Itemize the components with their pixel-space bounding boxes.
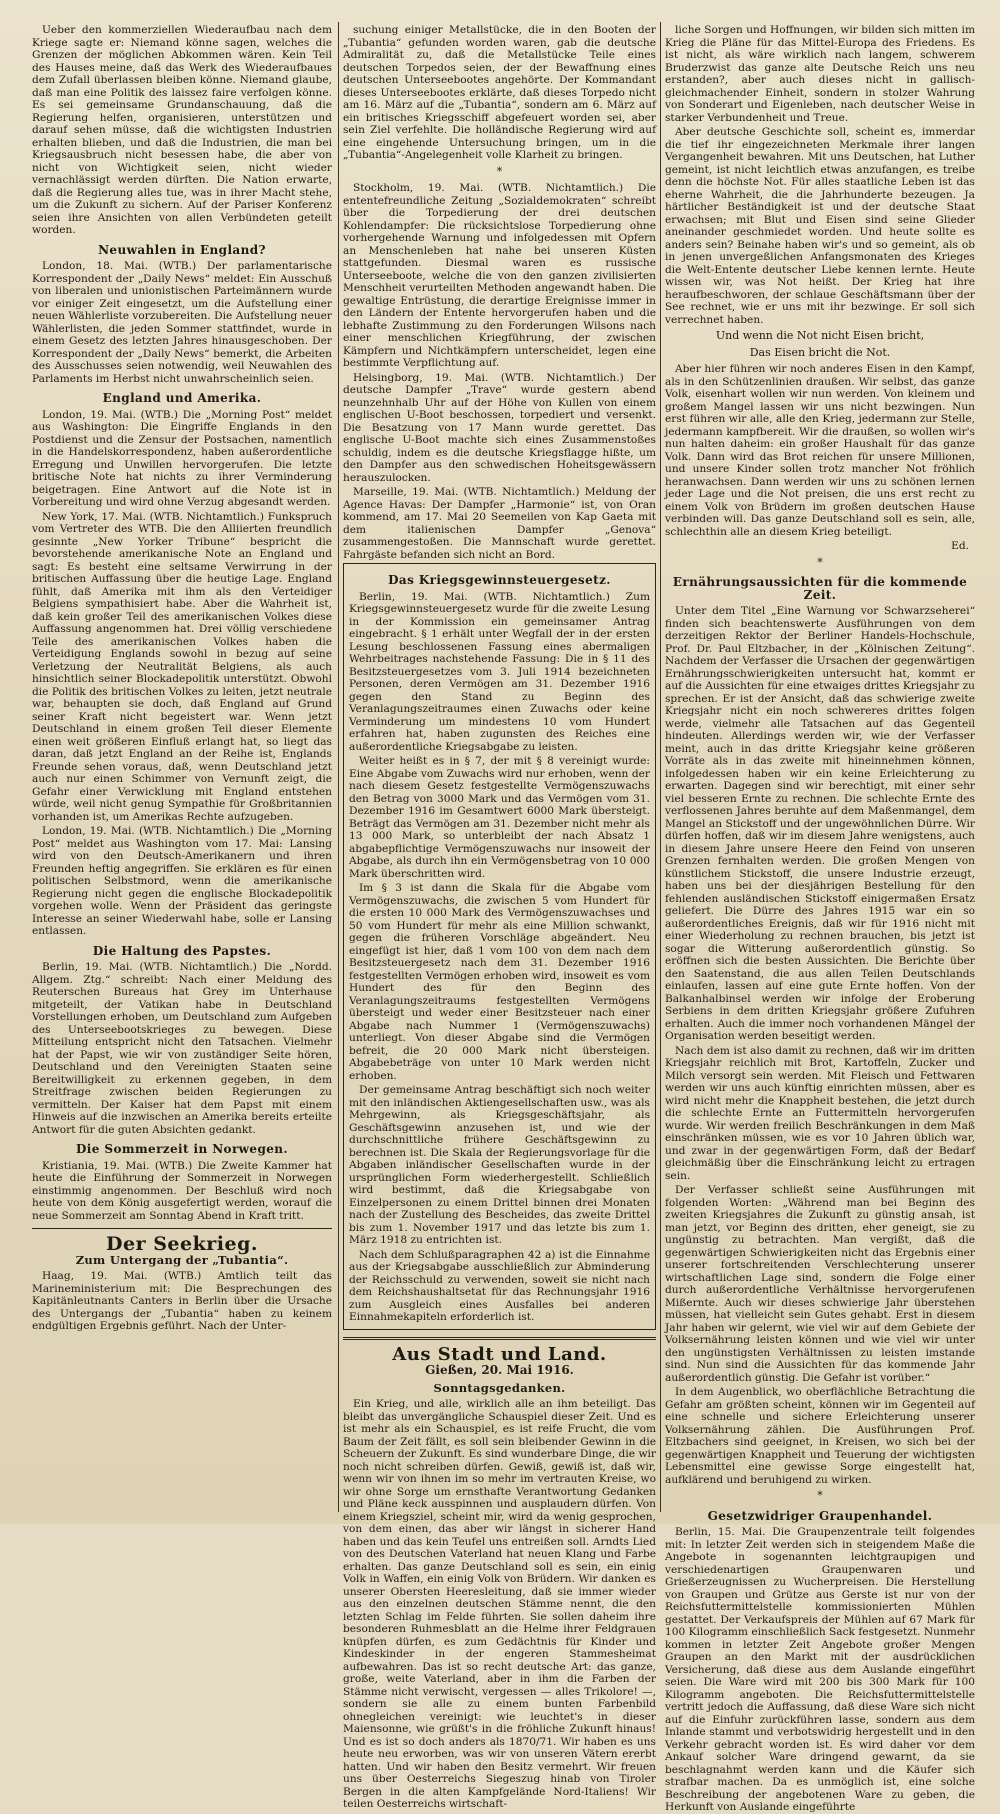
column-1 [32,24,332,1514]
boxed-article [343,563,656,1330]
article-text: liche Sorgen und Hoffnungen, wir bilden sich mitten im Krieg die Pläne für das Mittel-Europa des Friedens. Es ist nicht, als wäre wirklich nach langem, schwerem Bruderzwist das ganze alte Deutsche Reich uns neu erstanden?, aber auch dieses nicht in gallisch-gleichmachender Einheit, sondern in stolzer Wahrung von Sonderart und Eigenleben, nach deutscher Weise in starker Verbundenheit und Treue. [665,24,975,124]
article-headline: Das Kriegsgewinnsteuergesetz. [388,573,611,587]
article-text: New York, 17. Mai. (WTB. Nichtamtlich.) Funkspruch vom Vertreter des WTB. Die den Alliierten freundlich gesinnte „New Yorker Tribune“ bespricht die bevorstehende amerikanische Note an England und sagt: Es besteht eine seltsame Verwirrung in der britischen Auffassung über die heutige Lage. England fühlt, daß Amerika mit ihm als den Verteidiger Belgiens sympathisiert habe. Aber die Wahrheit ist, daß kein großer Teil des amerikanischen Volkes diese Auffassung angenommen hat. Drei völlig verschiedene Teile des amerikanischen Volkes haben die Verteidigung Englands sowohl in bezug auf seine Verletzung der Neutralität Belgiens, als auch hinsichtlich seiner Blockadepolitik unterstützt. Obwohl die Politik des britischen Volkes zu leiten, jetzt neutrale war, behaupten sie doch, daß England auf Grund seiner Kraft nicht begeistert war. Wenn jetzt Deutschland in einem großen Teil dieser Elemente einen weit größeren Einfluß erlangt hat, so liegt das daran, daß jetzt England an der Reihe ist, Englands Freunde sehen voraus, daß, wenn Deutschland jetzt auch nur einen Schimmer von Vernunft zeigt, die Gefahr einer Verwicklung mit England entstehen würde, weil nicht genug Sympathie für Großbritannien vorhanden ist, um Amerikas Rechte aufzugeben. [32,510,332,823]
article-text: London, 18. Mai. (WTB.) Der parlamentarische Korrespondent der „Daily News“ meldet: Ein Ausschuß von liberalen und unionistischen Parteimännern wurde vor einiger Zeit eingesetzt, um die Aufstellung einer neuen Wählerliste vorzubereiten. Die Aufstellung neuer Wählerlisten, die jeden Sommer stattfindet, wurde in einem Gesetz des letzten Jahres hinausgeschoben. Der Korrespondent der „Daily News“ bemerkt, die Arbeiten des Ausschusses seien notwendig, weil Neuwahlen des Parlaments im Herbst nicht unwahrscheinlich seien. [32,260,332,385]
article-text: Helsingborg, 19. Mai. (WTB. Nichtamtlich.) Der deutsche Dampfer „Trave“ wurde gestern abend neunzehnhalb Uhr auf der Höhe von Kullen von einem englischen U-Boot beschossen, torpediert und versenkt. Die Besatzung von 17 Mann wurde gerettet. Das englische U-Boot machte sich eines Zusammenstoßes schuldig, indem es die deutsche Kriegsflagge hißte, um den Dampfer aus den schwedischen Hoheitsgewässern herauszulocken. [343,371,656,484]
article-text: Berlin, 15. Mai. Die Graupenzentrale teilt folgendes mit: In letzter Zeit werden sich in steigendem Maße die Angebote in sogenannten leichtgraupigen und verschiedenartigen Graupenwaren und Grießerzeugnissen zu Wucherpreisen. Die Herstellung von Graupen und Grütze aus Gerste ist nur von der Reichsfuttermittelstelle kommissionierten Mühlen gestattet. Der Verkaufspreis der Mühlen auf 67 Mark für 100 Kilogramm einschließlich Sack festgesetzt. Nunmehr kommen in letzter Zeit Angebote großer Mengen Graupen an den Markt mit der ausdrücklichen Versicherung, daß diese aus dem Auslande eingeführt seien. Die Ware wird mit 200 bis 300 Mark für 100 Kilogramm angeboten. Die Reichsfuttermittelstelle vertritt jedoch die Auffassung, daß diese Ware sich nicht auf die Einfuhr zurückführen lasse, sondern aus dem Inlande stammt und verbotswidrig hergestellt und in den Verkehr gebracht worden ist. Es wird daher vor dem Ankauf solcher Ware dringend gewarnt, da sie beschlagnahmt werden kann und die Käufer sich strafbar machen. Da es unmöglich ist, eine solche Beschreibung der angebotenen Ware zu geben, die Herkunft von Auslande eingeführte [665,1526,975,1813]
article-headline: Ernährungsaussichten für die kommende Zeit. [672,575,968,602]
article-text: Der gemeinsame Antrag beschäftigt sich noch weiter mit den inländischen Aktiengesellschaften usw., was als Mehrgewinn, als Kriegsgeschäftsjahr, als Geschäftsgewinn anzusehen ist, und wie der durchschnittliche frühere Geschäftsgewinn zu berechnen ist. Die Skala der Regierungsvorlage für die Abgaben inländischer Gesellschaften wurde in der ursprünglichen Form wiederhergestellt. Schließlich wird bestimmt, daß die Kriegsabgabe von Einzelpersonen zu einem Drittel binnen drei Monaten nach der Zustellung des Bescheides, das zweite Drittel bis zum 1. November 1917 und das letzte bis zum 1. März 1918 zu entrichten ist. [349,1084,650,1246]
article-text: In dem Augenblick, wo oberflächliche Betrachtung die Gefahr am größten scheint, können wir im Gegenteil auf eine schnelle und sichere Erleichterung unserer Volksernährung zählen. Die Ausführungen Prof. Eltzbachers sind geeignet, in Kreisen, wo sich bei der gegenwärtigen Knappheit und Teuerung der wichtigsten Lebensmittel eine gewisse Sorge eingestellt hat, aufklärend und beruhigend zu wirken. [665,1386,975,1486]
article-text: Nach dem ist also damit zu rechnen, daß wir im dritten Kriegsjahr reichlich mit Brot, Kartoffeln, Zucker und Milch versorgt sein werden. Mit Fleisch und Fettwaren werden wir uns auch künftig einrichten müssen, aber es wird nicht mehr die Knappheit bestehen, die jetzt durch die schlechte Ernte an Futtermitteln hervorgerufen wurde. Wir werden freilich Beschränkungen in dem Maß einschränken müssen, wie es vor 10 Jahren üblich war, und zwar in der gegenwärtigen Form, daß der Bedarf gleichmäßig über die Einschränkung leicht zu ertragen sein. [665,1044,975,1182]
article-text: Stockholm, 19. Mai. (WTB. Nichtamtlich.) Die ententefreundliche Zeitung „Sozialdemokraten“ schreibt über die Torpedierung der drei deutschen Kohlendampfer: Die rücksichtslose Torpedierung ohne vorhergehende Warnung und infolgedessen mit Opfern an Menschenleben hat nahe bei unseren Küsten stattgefunden. Diesmal waren es russische Unterseeboote, welche die von den ganzen zivilisierten Menschheit verurteilten Methoden angewandt haben. Die gewaltige Entrüstung, die derartige Ereignisse immer in den Ländern der Entente hervorgerufen haben und die lebhafte Zustimmung zu den Forderungen Wilsons nach einer menschlichen Kriegführung, der zwischen Kämpfern und Nichtkämpfern unterscheidet, legen eine bestimmte Verpflichtung auf. [343,182,656,369]
article-text: Nach dem Schlußparagraphen 42 a) ist die Einnahme aus der Kriegsabgabe ausschließlich zur Abminderung der Reichsschuld zu verwenden, soweit sie nicht nach dem Reichshaushaltsetat für das Rechnungsjahr 1916 zum Ausgleich eines Ausfalles bei anderen Einnahmekapiteln erforderlich ist. [349,1248,650,1323]
article-headline: England und Amerika. [102,391,262,405]
column-2 [343,24,656,1810]
article-text: Aber deutsche Geschichte soll, scheint es, immerdar die tief ihr eingezeichneten Merkmale ihrer langen Vergangenheit bewahren. Mit uns Deutschen, hat Luther gemeint, ist nicht leichtlich etwas anzufangen, es treibe denn die höchste Not. Für alles staatliche Leben ist das eherne Wahrheit, die die Jahrhunderte bezeugen. Ja härtlicher Beständigkeit ist und der deutsche Staat erwachsen; mit Blut und Eisen sind seine Glieder aneinander geschmiedet worden. Und heute sollte es anders sein? Beinahe haben wir's und so gemeint, als ob in jenen unvergeßlichen Anfangsmonaten des Krieges die Welt-Entente deutscher Liebe kennen lernte. Heute wissen wir, was Not heißt. Der Krieg hat ihre heraufbeschworen, der schlaue Geschäftsmann über der See rechnet, wie er uns mit ihr bezwinge. Er soll sich verrechnet haben. [665,126,975,326]
column-rule [660,22,661,1512]
article-text: Marseille, 19. Mai. (WTB. Nichtamtlich.) Meldung der Agence Havas: Der Dampfer „Harmonie“ ist, von Oran kommend, am 17. Mai 20 Seemeilen von Kap Gaeta mit dem italienischen Dampfer „Genova“ zusammengestoßen. Die Mannschaft wurde gerettet. Fahrgäste befanden sich nicht an Bord. [343,486,656,561]
article-headline: Gesetzwidriger Graupenhandel. [707,1508,933,1523]
column-3 [665,24,975,1813]
article-text: Haag, 19. Mai. (WTB.) Amtlich teilt das Marineministerium mit: Die Besprechungen des Kapitänleutnants Canters in Berlin über die Ursache des Untergangs der „Tubantia“ haben zu keinem endgültigen Ergebnis geführt. Nach der Unter- [32,1270,332,1332]
article-text: Kristiania, 19. Mai. (WTB.) Die Zweite Kammer hat heute die Einführung der Sommerzeit in Norwegen einstimmig angenommen. Der Beschluß wird noch heute von dem König ausgefertigt werden, worauf die neue Sommerzeit am Sonntag Abend in Kraft tritt. [32,1159,332,1222]
article-text: suchung einiger Metallstücke, die in den Booten der „Tubantia“ gefunden worden waren, gab die deutsche Admiralität zu, daß die Metallstücke Teile eines deutschen Torpedos seien, der der Bewaffnung eines deutschen Unterseebootes angehörte. Der Kommandant dieses Unterseebootes erklärte, daß dieses Torpedo nicht am 16. März auf die „Tubantia“, sondern am 6. März auf ein britisches Kriegsschiff abgefeuert worden sei, aber sein Ziel verfehlte. Die holländische Regierung wird auf eine eingehende Untersuchung bringen, um in die „Tubantia“-Angelegenheit volle Klarheit zu bringen. [343,24,656,161]
article-text: Im § 3 ist dann die Skala für die Abgabe vom Vermögenszuwachs, die zwischen 5 vom Hundert für die ersten 10 000 Mark des Vermögenszuwachses und 50 vom Hundert für mehr als eine Million schwankt, gegen die früheren Vorschläge abgeändert. Neu eingefügt ist hier, daß 1 vom 100 von dem nach dem Besitzsteuergesetz nach dem 31. Dezember 1916 festgestellten Vermögen erhoben wird, insoweit es vom Hundert des für den Beginn des Veranlagungszeitraums festgestellten Vermögens übersteigt und weder einer Besitzsteuer nach einer Abgabe nach Nummer 1 (Vermögenszuwachs) unterliegt. Von dieser Abgabe sind die Vermögen befreit, die 20 000 Mark nicht übersteigen. Abgabebeträge von unter 10 Mark werden nicht erhoben. [349,882,650,1082]
article-headline: Sonntagsgedanken. [433,1380,566,1395]
article-text: Unter dem Titel „Eine Warnung vor Schwarzseherei“ finden sich beachtenswerte Ausführungen von dem derzeitigen Rektor der Berliner Handels-Hochschule, Prof. Dr. Paul Eltzbacher, in der „Kölnischen Zeitung“. Nachdem der Verfasser die Ursachen der gegenwärtigen Ernährungsschwierigkeiten untersucht hat, kommt er auf die Aussichten für eine etwaiges drittes Kriegsjahr zu sprechen. Er ist der Ansicht, daß das schwierige zweite Kriegsjahr nicht ein noch schwereres drittes folgen werde, vielmehr alle Tatsachen auf das Gegenteil hindeuten. Allerdings werden wir, wie der Verfasser meint, auch in das dritte Kriegsjahr keine größeren Vorräte als in das zweite mit hineinnehmen können, infolgedessen haben wir ein keine Erleichterung zu erwarten. Dagegen sind wir berechtigt, mit einer sehr viel besseren Ernte zu rechnen. Die schlechte Ernte des verflossenen Jahres beruhte auf dem Maßenmangel, dem Mangel an Stickstoff und der ungewöhnlichen Dürre. Wir dürfen hoffen, daß wir im diesem Jahre wenigstens, auch in diesem Jahre unsere Heere den Feind von unseren Grenzen fernhalten werden. Die großen Mengen von künstlichem Stickstoff, die unsere Industrie erzeugt, haben uns bei der diesjährigen Bestellung für den fehlenden ausländischen Stickstoff einigermaßen Ersatz geliefert. Die Dürre des Jahres 1915 war ein so außerordentliches Ereignis, daß wir für 1916 nicht mit einer Wiederholung zu rechnen brauchen, bis jetzt ist sogar die Witterung außerordentlich günstig. So eröffnen sich die besten Aussichten. Die Berichte über den Saatenstand, die aus allen Teilen Deutschlands einlaufen, lassen auf eine gute Ernte hoffen. Von der Balkanhalbinsel werden wir infolge der Eroberung Serbiens in dem dritten Kriegsjahr größere Zufuhren erhalten. Auch die immer noch vorhandenen Mängel der Organisation werden beseitigt werden. [665,605,975,1042]
article-text: Der Verfasser schließt seine Ausführungen mit folgenden Worten: „Während man bei Beginn des zweiten Kriegsjahres die Zukunft zu günstig ansah, ist man jetzt, vor Beginn des dritten, eher geneigt, sie zu ungünstig zu betrachten. Man vergißt, daß die gegenwärtigen Schwierigkeiten nicht das Ergebnis einer unserer fortschreitenden Verschlechterung unserer wirtschaftlichen Lage sind, sondern die Folge einer durch außerordentliche Verhältnisse hervorgerufenen Mißernte. Auch wir dieses schwierige Jahr überstehen müssen, hat vielleicht sein Gutes gehabt. Erst in diesem Jahr haben wir gelernt, wie viel wir auf dem Gebiete der Volksernährung leisten können und wie viel wir unter den ungünstigsten Verhältnissen zu leisten imstande sind. Nun sind die Aussichten für das kommende Jahr außerordentlich günstig. Die Gefahr ist vorüber.“ [665,1184,975,1384]
article-headline: Die Sommerzeit in Norwegen. [76,1142,288,1156]
article-text: Berlin, 19. Mai. (WTB. Nichtamtlich.) Die „Nordd. Allgem. Ztg.“ schreibt: Nach einer Meldung des Reuterschen Bureaus hat Grey im Unterhause mitgeteilt, der Vatikan habe in Deutschland Vorstellungen erhoben, um Deutschland zum Aufgeben des Unterseebootskrieges zu bewegen. Diese Mitteilung entspricht nicht den Tatsachen. Vielmehr hat der Papst, wie wir von zuständiger Seite hören, Deutschland und den Vereinigten Staaten seine Bereitwilligkeit zu erkennen gegeben, in dem Streitfrage zwischen beiden Regierungen zu vermitteln. Der Kaiser hat dem Papst mit einem Hinweis auf die inzwischen an Amerika bereits erteilte Antwort für die guten Absichten gedankt. [32,961,332,1136]
article-text: London, 19. Mai. (WTB.) Die „Morning Post“ meldet aus Washington: Die Eingriffe Englands in den Postdienst und die Zensur der Postsachen, namentlich in die Handelskorrespondenz, haben außerordentliche Erregung und Unwillen hervorgerufen. Die letzte britische Note hat nichts zu ihrer Verminderung beigetragen. Eine Antwort auf die Note ist in Vorbereitung und wird ohne Verzug abgesandt werden. [32,408,332,508]
article-text: Ein Krieg, und alle, wirklich alle an ihm beteiligt. Das bleibt das unvergängliche Schauspiel dieser Zeit. Und es ist mehr als ein Schauspiel, es ist reife Frucht, die vom Baum der Zeit fällt, es soll sein bleibender Gewinn in die Scheuern der Zukunft. Es sind wunderbare Dinge, die wir noch nicht schreiben dürfen. Gewiß, gewiß ist, daß wir, wenn wir von ihnen im so mehr im vertrauten Kreise, wo wir ohne Sorge um ernsthafte Verantwortung Gedanken und Pläne keck ausspinnen und ausplaudern dürfen. Von einem Kriegsziel, scheint mir, wird da wenig gesprochen, von dem einen, das aber wir längst in sicherer Hand haben und das kein Teufel uns entreißen soll. Arndts Lied von des Deutschen Vaterland hat neuen Klang und Farbe erhalten. Das ganze Deutschland soll es sein, ein einig Volk in Waffen, ein einig Volk von Brüdern. Wir danken es unserer Obersten Heeresleitung, daß sie immer wieder aus den einzelnen deutschen Stämme nennt, die den letzten Schlag im Felde führten. Sie sollen daheim ihre besonderen Ruhmesblatt an die Helme ihrer Feldgrauen knüpfen dürfen, es zum Gedächtnis für Kinder und Kindeskinder in der engeren Stammesheimat aufbewahren. Das ist so recht deutsche Art: das ganze, große, weite Vaterland, aber in ihm die Farben der Stämme nicht verwischt, vergessen — alles Trikolore! —, sondern sie alle zu einem bunten Farbenbild ohnegleichen vereinigt: wie leuchtet's in dieser Maiensonne, wie grüßt's in die fröhliche Zukunft hinaus! Und es ist so doch anders als 1870/71. Wir haben es uns heute neu erworben, was wir von unseren Vätern ererbt hatten. Und wir haben den Besitz vermehrt. Wir freuen uns über Oesterreichs Siegeszug hinab von Tiroler Bergen in die alten Kampfgelände Nord-Italiens! Wir teilen Oesterreichs wirtschaft- [343,1398,656,1810]
section-headline: Aus Stadt und Land. [392,1343,607,1365]
verse-line: Und wenn die Not nicht Eisen bricht, [715,329,925,342]
article-text: London, 19. Mai. (WTB. Nichtamtlich.) Die „Morning Post“ meldet aus Washington vom 17. Mai: Lansing wird von den Deutsch-Amerikanern und ihren Freunden heftig angegriffen. Sie erklären es für einen politischen Selbstmord, wenn die amerikanische Regierung nicht gegen die englische Blockadepolitik vorgehen wolle. Wenn der Präsident das geringste Interesse an seiner Wiederwahl habe, solle er Lansing entlassen. [32,825,332,937]
article-text: Ueber den kommerziellen Wiederaufbau nach dem Kriege sagte er: Niemand könne sagen, welches die Grenzen der möglichen Abkommen wären. Kein Teil des Hauses meine, daß das Werk des Wiederaufbaues dem Zufall überlassen bleiben könne. Niemand glaube, daß man eine Politik des laissez faire verfolgen könne. Es sei gemeinsame Grundanschauung, daß die Regierung helfen, organisieren, unterstützen und darauf sehen müsse, daß die wichtigsten Industrien erhalten blieben, und daß die Industrien, die man bei Kriegsausbruch nicht besessen habe, die aber von nicht von Wichtigkeit seien, nicht wieder vernachlässigt werden dürften. Die Nation erwarte, daß die Regierung alles tue, was in ihrer Macht stehe, um die Zukunft zu sichern. Auf der Pariser Konferenz seien ihre Ansichten von allen Verbündeten geteilt worden. [32,24,332,236]
column-rule [338,22,339,1512]
article-headline: Neuwahlen in England? [98,242,266,257]
section-subheadline: Zum Untergang der „Tubantia“. [75,1252,289,1267]
author-signature: Ed. [951,540,969,552]
separator-star: * [817,1489,823,1502]
section-headline: Der Seekrieg. [106,1233,258,1255]
dateline: Gießen, 20. Mai 1916. [425,1363,574,1377]
section-divider [343,1337,656,1340]
section-divider [32,1228,332,1229]
separator-star: * [817,555,823,569]
article-text: Weiter heißt es in § 7, der mit § 8 vereinigt wurde: Eine Abgabe vom Zuwachs wird nur erhoben, wenn der nach diesem Gesetz festgestellte Vermögenszuwachs den Betrag von 3000 Mark und das Vermögen vom 31. Dezember 1916 im Gesamtwert 6000 Mark übersteigt. Beträgt das Vermögen am 31. Dezember nicht mehr als 13 000 Mark, so unterbleibt der nach Absatz 1 abgabepflichtige Vermögenszuwachs nur insoweit der Abgabe, als durch ihn ein Vermögensbetrag von 10 000 Mark überschritten wird. [349,755,650,880]
verse-line: Das Eisen bricht die Not. [749,345,891,359]
separator-star: * [496,164,503,178]
article-text: Berlin, 19. Mai. (WTB. Nichtamtlich.) Zum Kriegsgewinnsteuergesetz wurde für die zweite Lesung in der Kommission ein gemeinsamer Antrag eingebracht. § 1 erhält unter Wegfall der in der ersten Lesung beschlossenen Fassung eines abermaligen Wehrbeitrages nachstehende Fassung: Die in § 11 des Besitzsteuergesetzes vom 3. Juli 1914 bezeichneten Personen, deren Vermögen am 31. Dezember 1916 gegen den Stand zu Beginn des Veranlagungszeitraumes einen Zuwachs oder keine Verminderung um mindestens 10 vom Hundert erfahren hat, haben zugunsten des Reiches eine außerordentliche Kriegsabgabe zu leisten. [349,590,650,753]
article-headline: Die Haltung des Papstes. [92,943,272,958]
article-text: Aber hier führen wir noch anderes Eisen in den Kampf, als in den Schützenlinien draußen. Wir selbst, das ganze Volk, eisenhart wollen wir nun werden. Von kleinem und großem Mangel lassen wir uns nicht bezwingen. Nun erst führen wir alle, alle den Krieg, jedermann zur Stelle, jedermann kampfbereit. Wir die draußen, so wollen wir's nun halten daheim: ein großer Haushalt für das ganze Volk. Dann wird das Brot reichen für unsere Millionen, und unsere Kinder sollen trotz mancher Not fröhlich heranwachsen. Dann werden wir uns zu schönen lernen jeder Lage und die Not preisen, die uns erst recht zu einem Volk von Brüdern im großen deutschen Hause verbinden will. Das ganze Deutschland soll es sein, alle, schlechthin alle an diesem Krieg beteiligt. [665,363,975,538]
